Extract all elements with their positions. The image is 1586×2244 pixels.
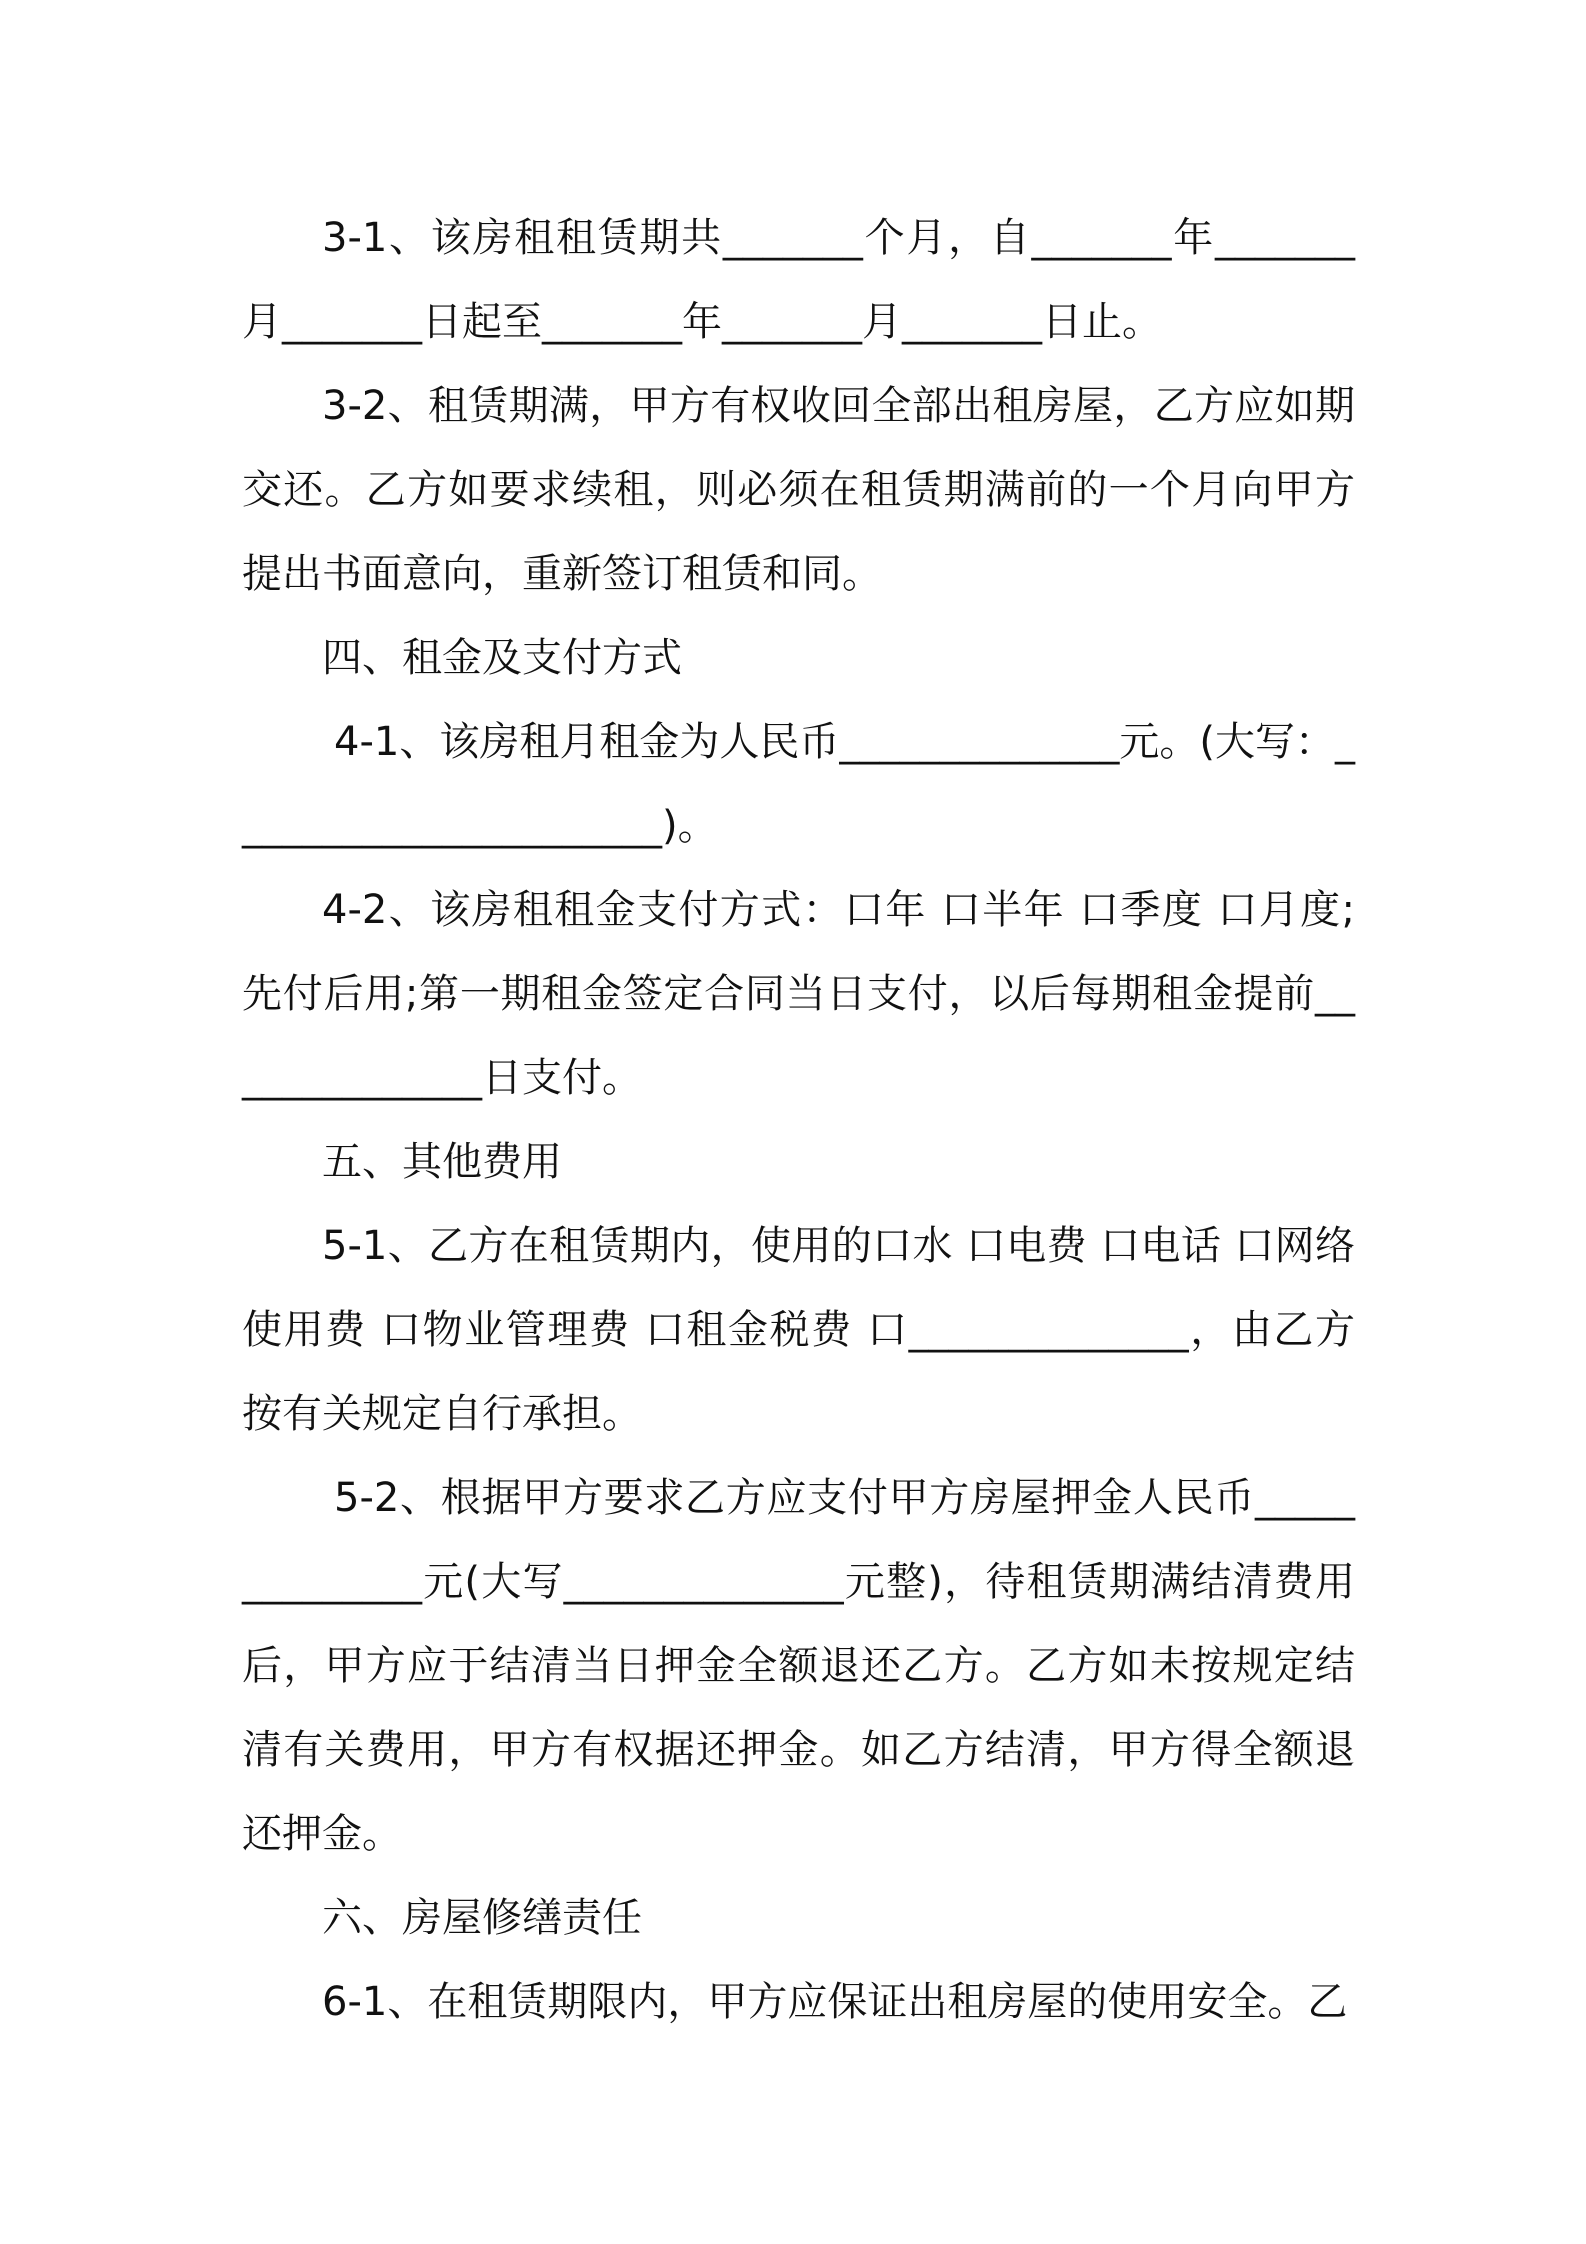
clause-3-2: 3-2、租赁期满，甲方有权收回全部出租房屋，乙方应如期交还。乙方如要求续租，则必须在租赁期满前的一个月向甲方提出书面意向，重新签订租赁和同。 — [242, 383, 1355, 597]
section-heading-repair-responsibility: 六、房屋修缮责任 — [322, 1895, 642, 1941]
document-body — [242, 196, 1355, 2044]
clause-3-1: 3-1、该房租租赁期共_______个月，自_______年_______月_______日起至_______年_______月_______日止。 — [242, 215, 1355, 345]
clause-4-1: 4-1、该房租月租金为人民币______________元。(大写：______________________)。 — [242, 719, 1355, 849]
clause-6-1: 6-1、在租赁期限内，甲方应保证出租房屋的使用安全。乙 — [322, 1979, 1348, 2025]
section-heading-other-fees: 五、其他费用 — [322, 1139, 562, 1185]
clause-5-2: 5-2、根据甲方要求乙方应支付甲方房屋押金人民币______________元(大写______________元整)，待租赁期满结清费用后，甲方应于结清当日押金全额退还乙方。乙方如未按规定结清有关费用，甲方有权据还押金。如乙方结清，甲方得全额退还押金。 — [242, 1475, 1355, 1857]
clause-5-1: 5-1、乙方在租赁期内，使用的口水 口电费 口电话 口网络使用费 口物业管理费 口租金税费 口______________，由乙方按有关规定自行承担。 — [242, 1223, 1355, 1437]
clause-4-2: 4-2、该房租租金支付方式：口年 口半年 口季度 口月度;先付后用;第一期租金签定合同当日支付，以后每期租金提前______________日支付。 — [242, 887, 1355, 1101]
section-heading-rent-payment: 四、租金及支付方式 — [322, 635, 682, 681]
